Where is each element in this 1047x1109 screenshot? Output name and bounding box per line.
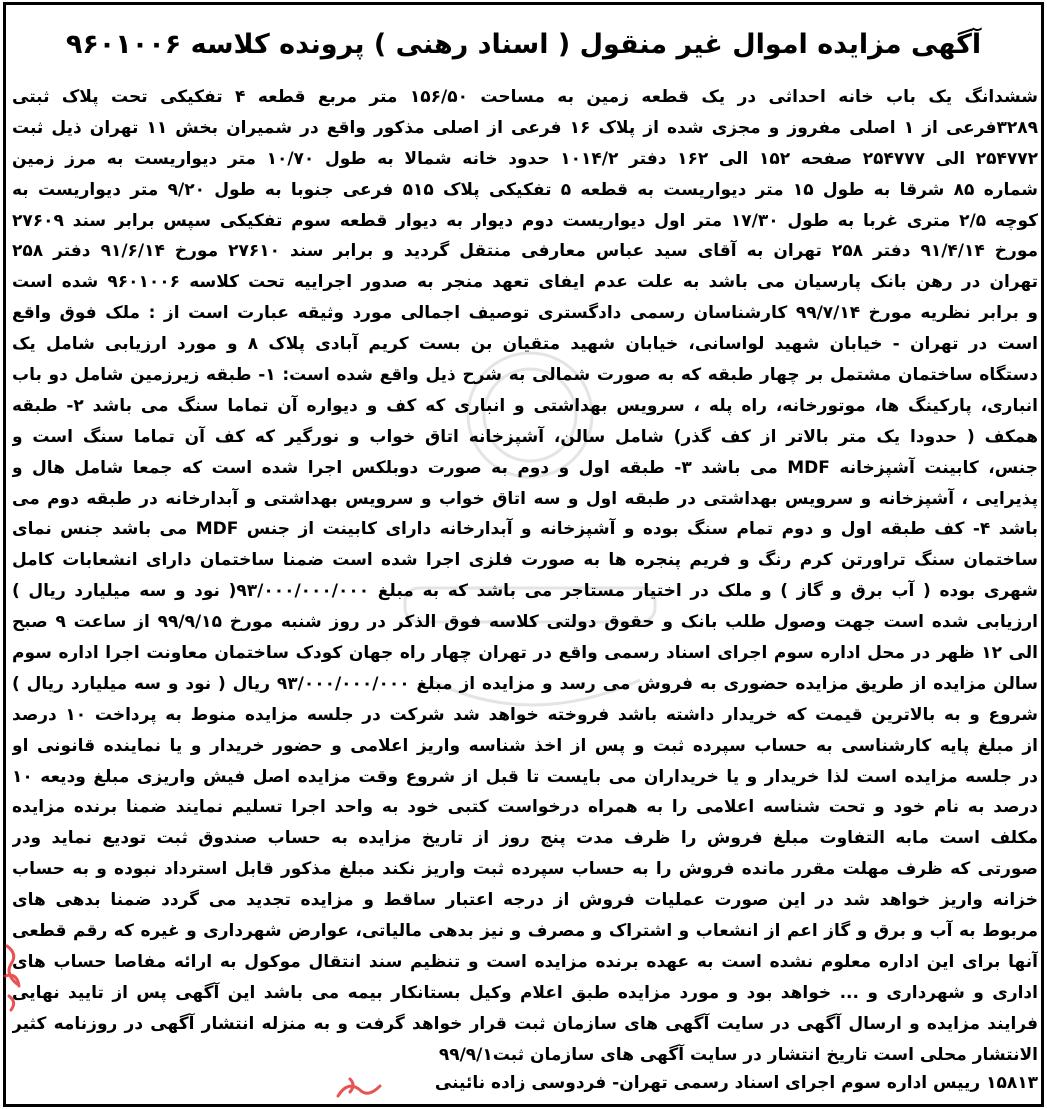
body-line: از مبلغ پایه کارشناسی به حساب سپرده ثبت و پس از اخذ شناسه واریز اعلامی و حضور خریدار و یا نماینده قانونی او: [12, 735, 1038, 756]
body-line: در جلسه مزایده است لذا خریدار و یا خریداران می بایست تا قبل از شروع وقت مزایده اصل فیش واریزی مبلغ ودیعه ۱۰: [12, 766, 1038, 787]
body-line: جنس، کابینت آشپزخانه MDF می باشد ۳- طبقه اول و دوم به صورت دوبلکس اجرا شده است که جمعا شامل هال و: [12, 457, 1038, 478]
body-line: پذیرایی ، آشپزخانه و سرویس بهداشتی در طبقه اول و سه اتاق خواب و سرویس بهداشتی و آبدارخانه در طبقه دوم می: [12, 488, 1038, 509]
body-line: صورتی که ظرف مهلت مقرر مانده فروش را به حساب سپرده ثبت واریز نکند مبلغ مذکور قابل استرداد نبوده و به حساب: [12, 859, 1038, 880]
body-line-last: الانتشار محلی است تاریخ انتشار در سایت آگهی های سازمان ثبت۹۹/۹/۱: [438, 1044, 1038, 1065]
body-line: شماره ۸۵ شرقا به طول ۱۵ متر دیواریست به قطعه ۵ تفکیکی پلاک ۵۱۵ فرعی جنوبا به طول ۹/۲۰ متر دیواریست به: [12, 179, 1038, 200]
body-line: کوچه ۲/۵ متری غربا به طول ۱۷/۳۰ متر اول دیواریست دوم دیوار به دیوار قطعه سوم تفکیکی سپس برابر سند ۲۷۶۰۹: [12, 210, 1038, 231]
body-line: فرایند مزایده و ارسال آگهی در سایت آگهی های سازمان ثبت قرار خواهد گرفت و به منزله انتشار آگهی در روزنامه کثیر: [12, 1013, 1038, 1034]
body-line: و برابر نظریه مورخ ۹۹/۷/۱۴ کارشناسان رسمی دادگستری توصیف اجمالی مورد وثیقه عبارت است از : ملک فوق واقع: [12, 303, 1038, 324]
body-line: آنها برای این اداره معلوم نشده است به عهده برنده مزایده است و تنظیم سند انتقال موکول به ارائه مفاصا حساب های: [12, 951, 1038, 972]
body-line: انباری، پارکینگ ها، موتورخانه، راه پله ، سرویس بهداشتی و انباری که کف و دیواره آن تماما سنگ می باشد ۲- طبقه: [12, 395, 1038, 416]
body-line: همکف ( حدودا یک متر بالاتر از کف گذر) شامل سالن، آشپزخانه اتاق خواب و نورگیر که کف آن تماما سنگ است و: [12, 426, 1038, 447]
notice-title: آگهی مزایده اموال غیر منقول ( اسناد رهنی ) پرونده کلاسه ۹۶۰۱۰۰۶: [65, 29, 982, 60]
body-line: مکلف است مابه التفاوت مبلغ فروش را ظرف مدت پنج روز از تاریخ مزایده به حساب صندوق ثبت تودیع نماید ودر: [12, 828, 1038, 849]
body-line: مربوط به آب و برق و گاز اعم از انشعاب و اشتراک و مصرف و نیز بدهی مالیاتی، عوارض شهرداری و غیره که رقم قطعی: [12, 921, 1038, 942]
body-line: اداری و شهرداری و ... خواهد بود و مورد مزایده طبق اعلام وکیل بستانکار بیمه می باشد این آگهی پس از تایید نهایی: [12, 982, 1038, 1003]
body-line: درصد به نام خود و تحت شناسه اعلامی را به همراه درخواست کتبی خود به واحد اجرا تسلیم نمایند ضمنا برنده مزایده: [12, 797, 1038, 818]
body-line: ششدانگ یک باب خانه احداثی در یک قطعه زمین به مساحت ۱۵۶/۵۰ متر مربع قطعه ۴ تفکیکی تحت پلاک ثبتی: [12, 87, 1038, 107]
body-line: ارزیابی شده است جهت وصول طلب بانک و حقوق دولتی کلاسه فوق الذکر در روز شنبه مورخ ۹۹/۹/۱۵ از ساعت ۹ صبح: [12, 612, 1038, 633]
body-line: سالن مزایده از طریق مزایده حضوری به فروش می رسد و مزایده از مبلغ ۹۳/۰۰۰/۰۰۰/۰۰۰ ریال ( نود و سه میلیارد ریال ): [12, 673, 1038, 694]
body-line: شهری بوده ( آب برق و گاز ) و ملک در اختیار مستاجر می باشد که به مبلغ ۹۳/۰۰۰/۰۰۰/۰۰۰( نود و سه میلیارد ریال ): [12, 581, 1038, 602]
notice-signature: ۱۵۸۱۳ رییس اداره سوم اجرای اسناد رسمی تهران- فردوسی زاده نائینی: [434, 1073, 1038, 1093]
notice-body: [12, 82, 1038, 1071]
body-line: ۳۲۸۹فرعی از ۱ اصلی مفروز و مجزی شده از پلاک ۱۶ فرعی از اصلی مذکور واقع در شمیران بخش ۱۱ تهران ذیل ثبت: [12, 117, 1038, 138]
body-line: شروع و به بالاترین قیمت که خریدار داشته باشد فروخته خواهد شد شرکت در جلسه مزایده منوط به پرداخت ۱۰ درصد: [12, 704, 1038, 725]
body-line: مورخ ۹۱/۴/۱۴ دفتر ۲۵۸ تهران به آقای سید عباس معارفی منتقل گردید و برابر سند ۲۷۶۱۰ مورخ ۹۱/۶/۱۴ دفتر ۲۵۸: [12, 241, 1038, 262]
body-line: دستگاه ساختمان مشتمل بر چهار طبقه که به صورت شمالی به شرح ذیل واقع شده است: ۱- طبقه زیرزمین شامل دو باب: [12, 365, 1038, 386]
body-line: ۲۵۴۷۷۲ الی ۲۵۴۷۷۷ صفحه ۱۵۲ الی ۱۶۲ دفتر ۱۰۱۴/۲ حدود خانه شمالا به طول ۱۰/۷۰ متر دیواریست به مرز زمین: [12, 148, 1038, 169]
body-line: ساختمان سنگ تراورتن کرم رنگ و فریم پنجره ها به صورت فلزی اجرا شده است ضمنا ساختمان دارای انشعابات کامل: [12, 550, 1038, 571]
body-line: خزانه واریز خواهد شد در این صورت عملیات فروش از درجه اعتبار ساقط و مزایده تجدید می گردد ضمنا بدهی های: [12, 890, 1038, 911]
body-line: تهران در رهن بانک پارسیان می باشد به علت عدم ایفای تعهد منجر به صدور اجراییه تحت کلاسه ۹۶۰۱۰۰۶ شده است: [12, 272, 1038, 293]
body-line: است در تهران - خیابان شهید لواسانی، خیابان شهید متقیان بن بست کریم آبادی پلاک ۸ و مورد ارزیابی شامل یک: [12, 334, 1038, 355]
body-line: الی ۱۲ ظهر در محل اداره سوم اجرای اسناد رسمی واقع در تهران چهار راه جهان کودک ساختمان معاونت اجرا اداره سوم: [12, 643, 1038, 664]
body-line: باشد ۴- کف طبقه اول و دوم تمام سنگ بوده و آشپزخانه و آبدارخانه دارای کابینت از جنس MDF می باشد جنس نمای: [12, 519, 1038, 540]
